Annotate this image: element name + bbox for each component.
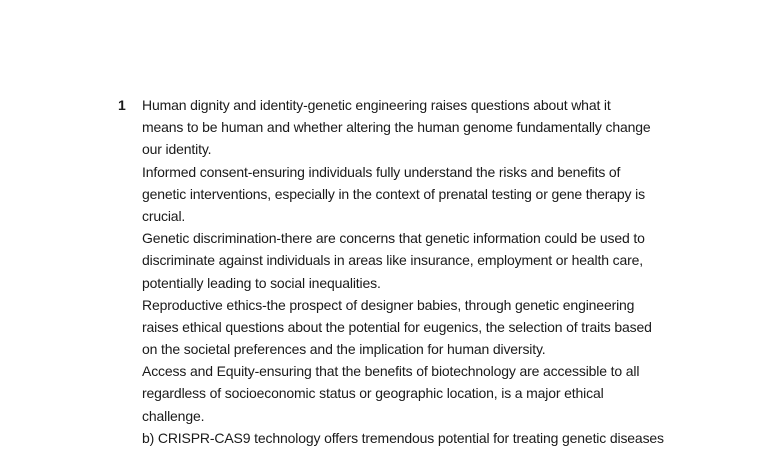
text-line: raises ethical questions about the potential for eugenics, the selection of traits based [142,318,652,335]
text-line: b) CRISPR-CAS9 technology offers tremendous potential for treating genetic diseases [142,429,664,446]
text-line: means to be human and whether altering the human genome fundamentally change [142,119,651,136]
list-number: 1 [118,97,126,113]
text-line: Informed consent-ensuring individuals fully understand the risks and benefits of [142,163,621,180]
text-line: challenge. [142,407,205,424]
text-line: Genetic discrimination-there are concerns that genetic information could be used to [142,230,645,247]
text-line: Human dignity and identity-genetic engineering raises questions about what it [142,97,611,113]
text-line: discriminate against individuals in areas like insurance, employment or health care, [142,252,643,269]
text-line: potentially leading to social inequalities. [142,274,381,291]
text-line: Reproductive ethics-the prospect of designer babies, through genetic engineering [142,296,635,313]
text-line: genetic interventions, especially in the context of prenatal testing or gene therapy is [142,185,645,202]
text-line: crucial. [142,207,186,224]
text-line: on the societal preferences and the implication for human diversity. [142,341,546,358]
list-item-body [142,94,694,449]
text-line: Access and Equity-ensuring that the benefits of biotechnology are accessible to all [142,363,640,380]
text-line: regardless of socioeconomic status or geographic location, is a major ethical [142,385,604,402]
text-line: our identity. [142,141,212,158]
